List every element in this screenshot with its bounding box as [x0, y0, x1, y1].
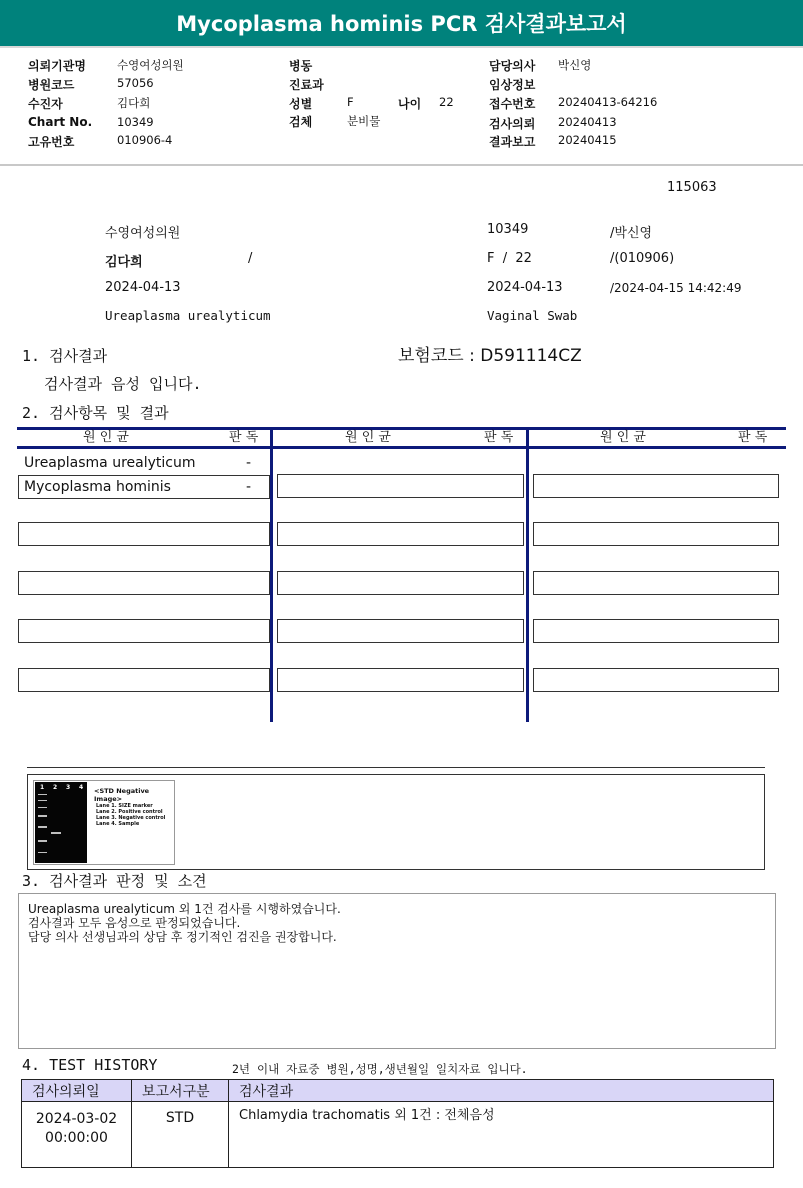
result-judgement: -	[245, 455, 251, 471]
history-table	[21, 1079, 774, 1168]
doctor-value: 박신영	[558, 58, 592, 72]
history-time: 00:00:00	[45, 1130, 108, 1146]
gel-legend-item: Lane 4. Sample	[96, 821, 140, 827]
patient-specimen: Vaginal Swab	[487, 308, 578, 323]
gel-lane-number: 2	[53, 784, 58, 791]
gel-title: <STD Negative Image>	[94, 787, 150, 803]
gel-band	[38, 794, 47, 795]
gel-lane-number: 1	[40, 784, 45, 791]
clinic-label: 의뢰기관명	[28, 59, 86, 73]
history-date-cell	[22, 1102, 132, 1168]
patient-clinic: 수영여성의원	[105, 226, 181, 241]
opinion-line: Ureaplasma urealyticum 외 1건 검사를 시행하였습니다.	[28, 902, 341, 916]
result-cell	[18, 451, 270, 475]
history-col-type: 보고서구분	[132, 1080, 229, 1102]
result-judgement: -	[245, 479, 251, 495]
report-header	[0, 48, 803, 166]
history-header-row	[22, 1080, 774, 1102]
chart-no-value: 10349	[117, 115, 154, 129]
unique-no-value: 010906-4	[117, 133, 173, 147]
result-cell-empty	[277, 571, 524, 595]
history-type: STD	[132, 1102, 229, 1168]
gel-band	[38, 852, 47, 853]
chart-no-label: Chart No.	[28, 115, 93, 129]
unique-no-label: 고유번호	[28, 135, 75, 149]
specimen-value: 분비물	[347, 114, 381, 128]
patient-sex-age: F / 22	[487, 251, 532, 266]
history-col-date: 검사의뢰일	[22, 1080, 132, 1102]
image-top-rule	[27, 767, 765, 768]
receipt-no-value: 20240413-64216	[558, 95, 658, 109]
gel-band	[38, 815, 47, 817]
patient-chart-no: 10349	[487, 222, 529, 237]
clinical-info-label: 임상정보	[489, 78, 536, 92]
result-cell-empty	[533, 571, 779, 595]
table-row	[22, 1102, 774, 1168]
patient-request-date: 2024-04-13	[105, 280, 181, 295]
patient-code: 115063	[667, 180, 717, 195]
gel-image-card	[33, 780, 175, 865]
results-header-bottom-rule	[17, 446, 786, 449]
result-organism: Mycoplasma hominis	[24, 479, 171, 495]
request-date-value: 20240413	[558, 115, 617, 129]
sex-value: F	[347, 95, 354, 109]
result-cell-empty	[277, 474, 524, 498]
receipt-no-label: 접수번호	[489, 97, 536, 111]
gel-lane-number: 4	[79, 784, 84, 791]
patient-birth: /(010906)	[610, 251, 675, 266]
results-column-divider	[526, 427, 529, 722]
patient-doctor: /박신영	[610, 226, 653, 241]
patient-report-datetime: /2024-04-15 14:42:49	[610, 281, 742, 295]
result-cell-empty	[533, 474, 779, 498]
result-cell-empty	[18, 619, 270, 643]
age-value: 22	[439, 95, 454, 109]
opinion-box	[18, 893, 776, 1049]
sex-label: 성별	[289, 97, 313, 111]
section2-heading: 2. 검사항목 및 결과	[22, 404, 169, 422]
col-organism-header: 원 인 균	[83, 430, 129, 445]
section4-heading: 4. TEST HISTORY	[22, 1056, 158, 1074]
section1-summary: 검사결과 음성 입니다.	[44, 375, 202, 393]
gel-band	[38, 840, 47, 842]
results-column-divider	[270, 427, 273, 722]
gel-band	[51, 832, 61, 834]
request-date-label: 검사의뢰	[489, 117, 536, 131]
opinion-line: 담당 의사 선생님과의 상담 후 정기적인 검진을 권장합니다.	[28, 930, 337, 944]
col-organism-header: 원 인 균	[600, 430, 646, 445]
result-cell-empty	[277, 522, 524, 546]
patient-label: 수진자	[28, 97, 63, 111]
section3-heading: 3. 검사결과 판정 및 소견	[22, 872, 207, 890]
result-organism: Ureaplasma urealyticum	[24, 455, 196, 471]
result-cell-empty	[533, 668, 779, 692]
result-cell	[18, 475, 270, 499]
report-date-label: 결과보고	[489, 135, 536, 149]
patient-name: 김다희	[105, 255, 143, 270]
gel-band	[38, 800, 47, 801]
result-cell-empty	[18, 571, 270, 595]
patient-name-slash: /	[248, 251, 253, 266]
specimen-label: 검체	[289, 115, 313, 129]
gel-legend-item: Lane 2. Positive control	[96, 809, 163, 815]
result-cell-empty	[533, 522, 779, 546]
hospital-code-label: 병원코드	[28, 78, 75, 92]
col-organism-header: 원 인 균	[345, 430, 391, 445]
gel-band	[38, 807, 47, 808]
gel-band	[38, 826, 47, 828]
patient-value: 김다희	[117, 96, 151, 110]
col-judgement-header: 판 독	[484, 430, 514, 445]
history-note: 2년 이내 자료중 병원,성명,생년월일 일치자료 입니다.	[232, 1062, 528, 1076]
patient-organism: Ureaplasma urealyticum	[105, 308, 271, 323]
clinic-value: 수영여성의원	[117, 58, 184, 72]
doctor-label: 담당의사	[489, 59, 536, 73]
report-title: Mycoplasma hominis PCR 검사결과보고서	[0, 0, 803, 48]
result-cell-empty	[277, 668, 524, 692]
gel-legend-item: Lane 3. Negative control	[96, 815, 166, 821]
col-judgement-header: 판 독	[738, 430, 768, 445]
result-cell-empty	[18, 522, 270, 546]
insurance-code: 보험코드 : D591114CZ	[398, 346, 582, 366]
opinion-line: 검사결과 모두 음성으로 판정되었습니다.	[28, 916, 241, 930]
hospital-code-value: 57056	[117, 76, 154, 90]
dept-label: 진료과	[289, 78, 324, 92]
section1-heading: 1. 검사결과	[22, 347, 108, 365]
gel-electrophoresis-image	[35, 782, 87, 863]
ward-label: 병동	[289, 59, 313, 73]
gel-legend-item: Lane 1. SIZE marker	[96, 803, 153, 809]
col-judgement-header: 판 독	[229, 430, 259, 445]
report-date-value: 20240415	[558, 133, 617, 147]
history-col-result: 검사결과	[229, 1080, 774, 1102]
results-header-top-rule	[17, 427, 786, 430]
age-label: 나이	[398, 97, 422, 111]
history-date: 2024-03-02	[35, 1111, 118, 1127]
patient-receive-date: 2024-04-13	[487, 280, 563, 295]
result-cell-empty	[277, 619, 524, 643]
result-cell-empty	[533, 619, 779, 643]
result-cell-empty	[18, 668, 270, 692]
history-result: Chlamydia trachomatis 외 1건 : 전체음성	[229, 1102, 774, 1168]
gel-lane-number: 3	[66, 784, 71, 791]
